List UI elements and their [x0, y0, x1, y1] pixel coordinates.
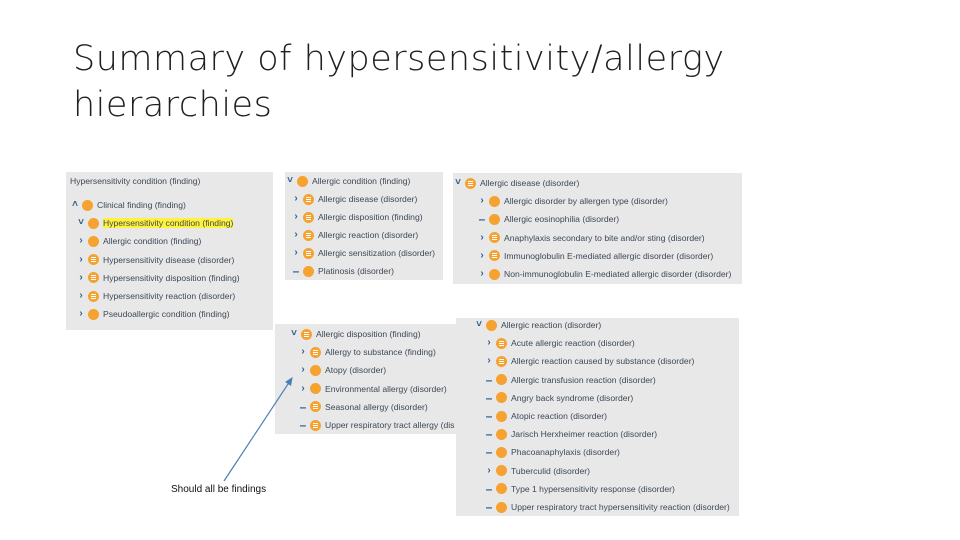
tree-row-label[interactable]: Seasonal allergy (disorder): [325, 401, 428, 412]
tree-row-label[interactable]: Allergic disposition (finding): [318, 212, 423, 222]
chevron-right-icon[interactable]: ›: [301, 346, 305, 358]
tree-row-label[interactable]: Immunoglobulin E-mediated allergic disorder (disorder): [504, 250, 714, 261]
tree-row-label[interactable]: Clinical finding (finding): [97, 200, 186, 210]
leaf-dash-icon: –: [485, 445, 493, 460]
chevron-right-icon[interactable]: ›: [487, 337, 491, 349]
tree-row-label[interactable]: Allergic disposition (finding): [316, 329, 421, 339]
tree-row-label[interactable]: Allergic sensitization (disorder): [318, 248, 436, 258]
expand-chevron-down-icon[interactable]: ˅: [287, 175, 293, 186]
chevron-right-icon[interactable]: ›: [79, 253, 83, 265]
tree-row-label[interactable]: Hypersensitivity disposition (finding): [103, 272, 240, 283]
tree-row-label[interactable]: Jarisch Herxheimer reaction (disorder): [511, 429, 658, 440]
tree-row-label[interactable]: Allergic disease (disorder): [318, 194, 418, 204]
chevron-right-icon[interactable]: ›: [79, 235, 83, 247]
expand-chevron-down-icon[interactable]: ˅: [476, 319, 482, 330]
chevron-right-icon[interactable]: ›: [294, 193, 298, 204]
leaf-dash-icon: –: [299, 399, 307, 414]
annotation-note: Should all be findings: [171, 484, 267, 495]
leaf-dash-icon: –: [478, 212, 486, 227]
tree-row-label[interactable]: Allergy to substance (finding): [325, 347, 436, 358]
tree-row-label[interactable]: Upper respiratory tract allergy (dis: [325, 420, 455, 430]
collapse-chevron-up-icon[interactable]: ˄: [72, 199, 78, 210]
title-line-2: hierarchies: [73, 85, 273, 125]
tree-row-label[interactable]: Pseudoallergic condition (finding): [103, 309, 230, 320]
expand-chevron-down-icon[interactable]: ˅: [455, 177, 461, 188]
tree-row-label[interactable]: Phacoanaphylaxis (disorder): [511, 447, 620, 458]
tree-row-label[interactable]: Hypersensitivity reaction (disorder): [103, 291, 236, 301]
tree-row-label[interactable]: Type 1 hypersensitivity response (disorder): [511, 483, 675, 494]
chevron-right-icon[interactable]: ›: [480, 231, 484, 243]
tree-row-label[interactable]: Non-immunoglobulin E-mediated allergic disorder (disorder): [504, 269, 732, 279]
tree-row-label[interactable]: Atopy (disorder): [325, 365, 387, 376]
tree-row-label[interactable]: Anaphylaxis secondary to bite and/or sting (disorder): [504, 232, 705, 243]
tree-row-label[interactable]: Allergic condition (finding): [103, 236, 202, 247]
tree-row-label[interactable]: Allergic disorder by allergen type (disorder): [504, 196, 668, 207]
leaf-dash-icon: –: [292, 264, 300, 278]
tree-row-label[interactable]: Acute allergic reaction (disorder): [511, 338, 635, 349]
tree-row-label[interactable]: Hypersensitivity disease (disorder): [103, 254, 235, 265]
chevron-right-icon[interactable]: ›: [480, 268, 484, 279]
chevron-right-icon[interactable]: ›: [79, 271, 83, 283]
tree-row-label[interactable]: Platinosis (disorder): [318, 266, 394, 276]
chevron-right-icon[interactable]: ›: [301, 382, 305, 394]
chevron-right-icon[interactable]: ›: [294, 211, 298, 222]
tree-row-label[interactable]: Upper respiratory tract hypersensitivity reaction (disorder): [511, 502, 730, 512]
tree-row-label[interactable]: Allergic reaction (disorder): [501, 320, 602, 330]
tree-row-label[interactable]: Tuberculid (disorder): [511, 465, 590, 476]
leaf-dash-icon: –: [485, 500, 493, 514]
chevron-right-icon[interactable]: ›: [79, 308, 83, 320]
leaf-dash-icon: –: [485, 372, 493, 387]
chevron-right-icon[interactable]: ›: [294, 229, 298, 240]
tree-row-label[interactable]: Angry back syndrome (disorder): [511, 392, 634, 403]
tree-row-label[interactable]: Allergic disease (disorder): [480, 178, 580, 188]
leaf-dash-icon: –: [485, 427, 493, 442]
expand-chevron-down-icon[interactable]: ˅: [291, 328, 297, 339]
chevron-right-icon[interactable]: ›: [480, 249, 484, 261]
leaf-dash-icon: –: [485, 481, 493, 496]
chevron-right-icon[interactable]: ›: [301, 364, 305, 376]
chevron-right-icon[interactable]: ›: [487, 355, 491, 367]
chevron-right-icon[interactable]: ›: [487, 464, 491, 476]
tree-row-label[interactable]: Atopic reaction (disorder): [511, 411, 608, 421]
tree-row-label[interactable]: Allergic reaction (disorder): [318, 230, 419, 240]
title-line-1: Summary of hypersensitivity/allergy: [73, 39, 725, 79]
tree-row-label[interactable]: Allergic condition (finding): [312, 176, 411, 186]
tree-row-label[interactable]: Hypersensitivity condition (finding): [103, 218, 234, 229]
expand-chevron-down-icon[interactable]: ˅: [78, 217, 84, 229]
panel-header: Hypersensitivity condition (finding): [70, 176, 201, 186]
tree-row-label[interactable]: Allergic reaction caused by substance (disorder): [511, 356, 695, 367]
chevron-right-icon[interactable]: ›: [294, 247, 298, 258]
tree-row-label[interactable]: Allergic transfusion reaction (disorder): [511, 374, 656, 385]
leaf-dash-icon: –: [299, 418, 307, 432]
chevron-right-icon[interactable]: ›: [79, 290, 83, 301]
tree-row-label[interactable]: Environmental allergy (disorder): [325, 383, 447, 394]
tree-row-label[interactable]: Allergic eosinophilia (disorder): [504, 214, 620, 225]
leaf-dash-icon: –: [485, 390, 493, 405]
chevron-right-icon[interactable]: ›: [480, 195, 484, 207]
leaf-dash-icon: –: [485, 409, 493, 423]
